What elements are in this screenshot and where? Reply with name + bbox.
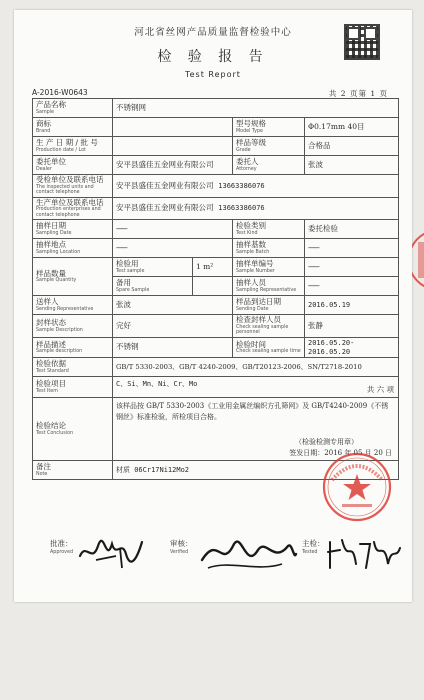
label-test-kind-en: Test Kind [236, 230, 258, 236]
label-test-kind: 检验类别 [236, 221, 266, 231]
label-brand: 商标 [36, 118, 51, 128]
label-sealing-desc-en: Sample Description [36, 327, 83, 333]
value-sending-date: 2016.05.19 [308, 301, 351, 309]
label-sampling-location: 抽样地点 [36, 240, 66, 250]
row-product-name [33, 99, 399, 118]
label-product-name: 产品名称 [36, 99, 66, 109]
label-sending-rep: 送样人 [36, 297, 59, 307]
label-inspected-unit: 受检单位及联系电话 [36, 175, 104, 184]
row-sending [33, 296, 399, 315]
label-production-unit: 生产单位及联系电话 [36, 197, 104, 207]
label-attorney-en: Attorney [236, 166, 257, 172]
label-model: 型号规格 [236, 118, 266, 128]
label-dealer-en: Dealer [36, 166, 52, 172]
row-dealer [33, 156, 399, 175]
label-test-sample: 检验用 [116, 259, 139, 269]
approver-signature-icon [76, 534, 146, 574]
label-remark-en: Note [36, 471, 48, 477]
label-production-date: 生 产 日 期 / 批 号 [36, 137, 98, 147]
label-sampling-location-en: Sampling Location [36, 249, 81, 255]
value-check-time: 2016.05.20-2016.05.20 [308, 338, 355, 356]
report-table [32, 98, 399, 480]
row-sample-quantity-1 [33, 258, 399, 277]
approved-label: 批准： [50, 539, 73, 548]
label-sample-number: 抽样单编号 [236, 259, 274, 269]
value-model: Φ0.17mm 40目 [308, 121, 365, 131]
approved-label-en: Approved [50, 550, 74, 555]
label-sample-batch-en: Sample Batch [236, 249, 270, 255]
page-info: 共 2 页第 1 页 [328, 89, 388, 98]
qr-code-icon [344, 24, 380, 60]
label-test-item-en: Test Item [36, 388, 58, 394]
row-production-date [33, 137, 399, 156]
row-sealing [33, 315, 399, 338]
label-sending-date: 样品到达日期 [236, 297, 281, 307]
label-production-unit-en: Production enterprises and contact telephone [36, 207, 101, 218]
value-test-item: C、Si、Mn、Ni、Cr、Mo [116, 380, 198, 389]
row-brand [33, 118, 399, 137]
label-sealing-person: 检查封样人员 [236, 315, 281, 325]
label-product-name-en: Sample [36, 109, 54, 115]
value-test-sample: 1 m² [196, 262, 214, 271]
signature-row [50, 534, 400, 584]
value-sampling-date: ------- [116, 224, 127, 233]
label-sample-batch: 抽样基数 [236, 240, 266, 250]
issue-date: 签发日期：2016 年 05 月 20 日 [289, 449, 393, 458]
report-title-en: Test Report [185, 70, 241, 79]
label-sending-rep-en: Sending Representative [36, 306, 94, 312]
conclusion-stamp-label: （检验检测专用章） [295, 438, 359, 447]
tested-label-en: Tested [302, 550, 318, 555]
label-check-time: 检验时间 [236, 339, 266, 349]
label-remark: 备注 [36, 462, 51, 472]
label-sample-desc: 样品描述 [36, 339, 66, 349]
verified-label: 审核： [170, 539, 193, 548]
seam-seal-icon [412, 230, 424, 290]
value-standard: GB/T 5330-2003、GB/T 4240-2009、GB/T20123-2006、SN/T2718-2010 [116, 362, 362, 371]
label-conclusion-en: Test Conclusion [36, 430, 74, 436]
value-dealer: 安平县盛佳五金网业有限公司 [116, 159, 214, 169]
value-sealing-person: 张静 [308, 320, 323, 330]
value-sealing-desc: 完好 [116, 320, 131, 330]
verified-label-en: Verified [170, 550, 189, 555]
row-test-item [33, 377, 399, 398]
value-grade: 合格品 [308, 140, 331, 150]
value-attorney: 张波 [308, 159, 323, 169]
label-sealing-desc: 封样状态 [36, 318, 66, 328]
value-production-phone: 13663386076 [218, 204, 265, 213]
label-sample-quantity-en: Sample Quantity [36, 278, 77, 284]
label-inspected-unit-en: The inspected units and contact telephone [36, 184, 94, 196]
value-sampling-rep: ------- [308, 281, 319, 290]
value-sample-desc: 不锈钢 [116, 342, 139, 352]
label-conclusion: 检验结论 [36, 421, 66, 431]
label-test-item: 检验项目 [36, 379, 66, 389]
tester-signature-icon [326, 534, 402, 574]
report-number: A-2016-W0643 [32, 88, 88, 97]
report-page [14, 10, 412, 602]
label-spare-sample: 备用 [116, 278, 131, 288]
label-sampling-rep-en: Sampling Representative [236, 287, 297, 293]
label-check-time-en: Check sealing sample time [236, 349, 301, 355]
label-sample-number-en: Sample Number [236, 268, 275, 274]
label-sampling-rep: 抽样人员 [236, 278, 266, 288]
official-seal-icon [320, 450, 394, 524]
issuing-organization: 河北省丝网产品质量监督检验中心 [134, 27, 292, 38]
row-inspected-unit [33, 175, 399, 198]
label-attorney: 委托人 [236, 156, 259, 166]
label-sealing-person-en: Check sealing sample personnel [236, 324, 289, 336]
label-test-sample-en: Test sample [116, 268, 145, 274]
label-sample-desc-en: Sample description [36, 349, 83, 355]
label-grade-en: Grade [236, 147, 251, 153]
value-production-unit: 安平县盛佳五金网业有限公司 [116, 203, 214, 213]
label-production-date-en: Production date / Lot [36, 147, 86, 153]
value-test-kind: 委托检验 [308, 224, 338, 233]
value-sending-rep: 张波 [116, 300, 131, 309]
label-sampling-date: 抽样日期 [36, 221, 66, 231]
label-model-en: Model Type [236, 128, 263, 134]
label-dealer: 委托单位 [36, 156, 66, 166]
label-standard-en: Test Standard [36, 368, 69, 374]
value-product-name: 不锈钢网 [116, 102, 146, 112]
value-remark: 材质 06Cr17Ni12Mo2 [116, 465, 190, 474]
row-sample-desc [33, 337, 399, 357]
label-standard: 检验依据 [36, 359, 66, 369]
label-brand-en: Brand [36, 128, 51, 134]
value-conclusion: 该样品按 GB/T 5330-2003《工业用金属丝编织方孔筛网》及 GB/T4240-2009《不锈钢丝》标准检验，所检项目合格。 [116, 402, 389, 421]
value-sampling-location: ------- [116, 243, 127, 252]
row-standard [33, 358, 399, 377]
label-sample-quantity: 样品数量 [36, 268, 66, 278]
value-inspected-unit: 安平县盛佳五金网业有限公司 [116, 180, 214, 190]
value-sample-batch: ------- [308, 243, 319, 252]
value-test-item-count: 共 六 项 [366, 384, 395, 394]
label-spare-sample-en: Spare Sample [116, 287, 150, 293]
label-sampling-date-en: Sampling Date [36, 230, 72, 236]
report-title: 检 验 报 告 [157, 49, 269, 65]
label-sending-date-en: Sending Date [236, 306, 269, 312]
row-sampling-date [33, 220, 399, 239]
row-sampling-location [33, 239, 399, 258]
value-sample-number: ------- [308, 262, 319, 271]
value-inspected-phone: 13663386076 [218, 181, 265, 190]
verifier-signature-icon [198, 530, 298, 576]
label-grade: 样品等级 [236, 137, 266, 147]
row-production-unit [33, 197, 399, 220]
tested-label: 主检： [302, 539, 325, 548]
